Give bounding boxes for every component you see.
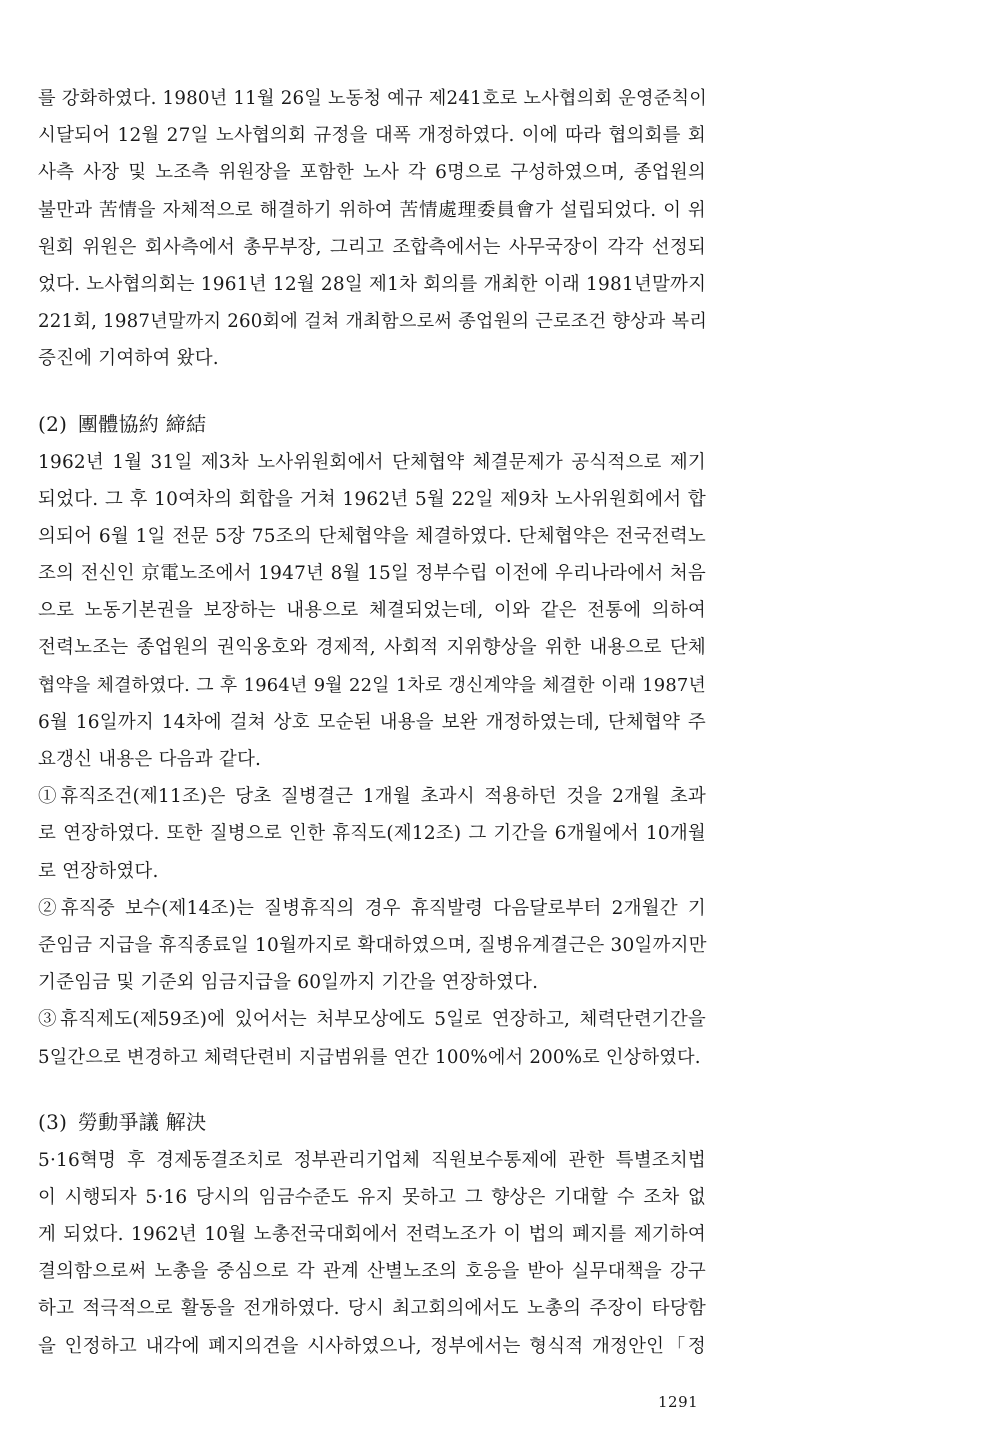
text-line: 원회 위원은 회사측에서 총무부장, 그리고 조합측에서는 사무국장이 각각 선정되 (38, 236, 706, 258)
section-spacer (38, 378, 706, 404)
text-line: 결의함으로써 노총을 중심으로 각 관계 산별노조의 호응을 받아 실무대책을 강구 (38, 1261, 706, 1283)
document-page (38, 80, 706, 1365)
section-title: 團體協約 締結 (77, 411, 207, 436)
section-3-paragraph (38, 1142, 706, 1365)
section-2-heading (38, 404, 706, 444)
text-line: 시달되어 12월 27일 노사협의회 규정을 대폭 개정하였다. 이에 따라 협의회를 회 (38, 125, 706, 147)
text-line: 5일간으로 변경하고 체력단련비 지급범위를 연간 100%에서 200%로 인상하였다. (38, 1046, 701, 1068)
text-line: 를 강화하였다. 1980년 11월 26일 노동청 예규 제241호로 노사협의회 운영준칙이 (38, 88, 708, 109)
text-line: 로 연장하였다. (38, 860, 159, 882)
section-spacer (38, 1076, 706, 1102)
section-number: (2) (38, 411, 68, 436)
text-line: ②휴직중 보수(제14조)는 질병휴직의 경우 휴직발령 다음달로부터 2개월간 기 (38, 897, 706, 919)
text-line: 의되어 6월 1일 전문 5장 75조의 단체협약을 체결하였다. 단체협약은 전국전력노 (38, 525, 706, 547)
text-line: 으로 노동기본권을 보장하는 내용으로 체결되었는데, 이와 같은 전통에 의하여 (38, 600, 706, 622)
text-line: 6월 16일까지 14차에 걸쳐 상호 모순된 내용을 보완 개정하였는데, 단체협약 주 (38, 711, 706, 733)
text-line: ①휴직조건(제11조)은 당초 질병결근 1개월 초과시 적용하던 것을 2개월 초과 (38, 786, 706, 808)
text-line: 되었다. 그 후 10여차의 회합을 거쳐 1962년 5월 22일 제9차 노사위원회에서 합 (38, 488, 706, 510)
text-line: 협약을 체결하였다. 그 후 1964년 9월 22일 1차로 갱신계약을 체결한 이래 1987년 (38, 674, 706, 696)
text-line: 1962년 1월 31일 제3차 노사위원회에서 단체협약 체결문제가 공식적으로 제기 (38, 451, 706, 473)
section-title: 勞動爭議 解決 (77, 1109, 207, 1134)
section-number: (3) (38, 1109, 68, 1134)
text-line: 로 연장하였다. 또한 질병으로 인한 휴직도(제12조) 그 기간을 6개월에서 10개월 (38, 823, 706, 845)
section-2-paragraph (38, 444, 706, 779)
text-line: 게 되었다. 1962년 10월 노총전국대회에서 전력노조가 이 법의 폐지를 제기하여 (38, 1224, 706, 1246)
page-number: 1291 (658, 1393, 699, 1411)
text-line: 증진에 기여하여 왔다. (38, 348, 219, 370)
list-item-3 (38, 1001, 706, 1075)
text-line: 기준임금 및 기준외 임금지급을 60일까지 기간을 연장하였다. (38, 972, 539, 994)
text-line: 하고 적극적으로 활동을 전개하였다. 당시 최고회의에서도 노총의 주장이 타당함 (38, 1298, 706, 1320)
text-line: 었다. 노사협의회는 1961년 12월 28일 제1차 회의를 개최한 이래 1981년말까지 (38, 273, 707, 295)
text-line: 전력노조는 종업원의 권익옹호와 경제적, 사회적 지위향상을 위한 내용으로 단체 (38, 637, 706, 659)
text-line: 요갱신 내용은 다음과 같다. (38, 749, 262, 770)
text-line: 불만과 苦情을 자체적으로 해결하기 위하여 苦情處理委員會가 설립되었다. 이 위 (38, 199, 706, 221)
text-line: 5·16혁명 후 경제동결조치로 정부관리기업체 직원보수통제에 관한 특별조치법 (38, 1149, 706, 1171)
text-line: 을 인정하고 내각에 폐지의견을 시사하였으나, 정부에서는 형식적 개정안인「정 (38, 1335, 706, 1357)
text-line: 사측 사장 및 노조측 위원장을 포함한 노사 각 6명으로 구성하였으며, 종업원의 (38, 162, 706, 184)
intro-paragraph (38, 80, 706, 378)
list-item-1 (38, 778, 706, 890)
text-line: 이 시행되자 5·16 당시의 임금수준도 유지 못하고 그 향상은 기대할 수 조차 없 (38, 1186, 706, 1208)
text-line: 조의 전신인 京電노조에서 1947년 8월 15일 정부수립 이전에 우리나라에서 처음 (38, 563, 706, 585)
text-line: ③휴직제도(제59조)에 있어서는 처부모상에도 5일로 연장하고, 체력단련기간을 (38, 1009, 706, 1031)
text-line: 준임금 지급을 휴직종료일 10월까지로 확대하였으며, 질병유계결근은 30일까지만 (38, 934, 707, 956)
section-3-heading (38, 1102, 706, 1142)
list-item-2 (38, 890, 706, 1002)
text-line: 221회, 1987년말까지 260회에 걸쳐 개최함으로써 종업원의 근로조건 향상과 복리 (38, 311, 708, 333)
